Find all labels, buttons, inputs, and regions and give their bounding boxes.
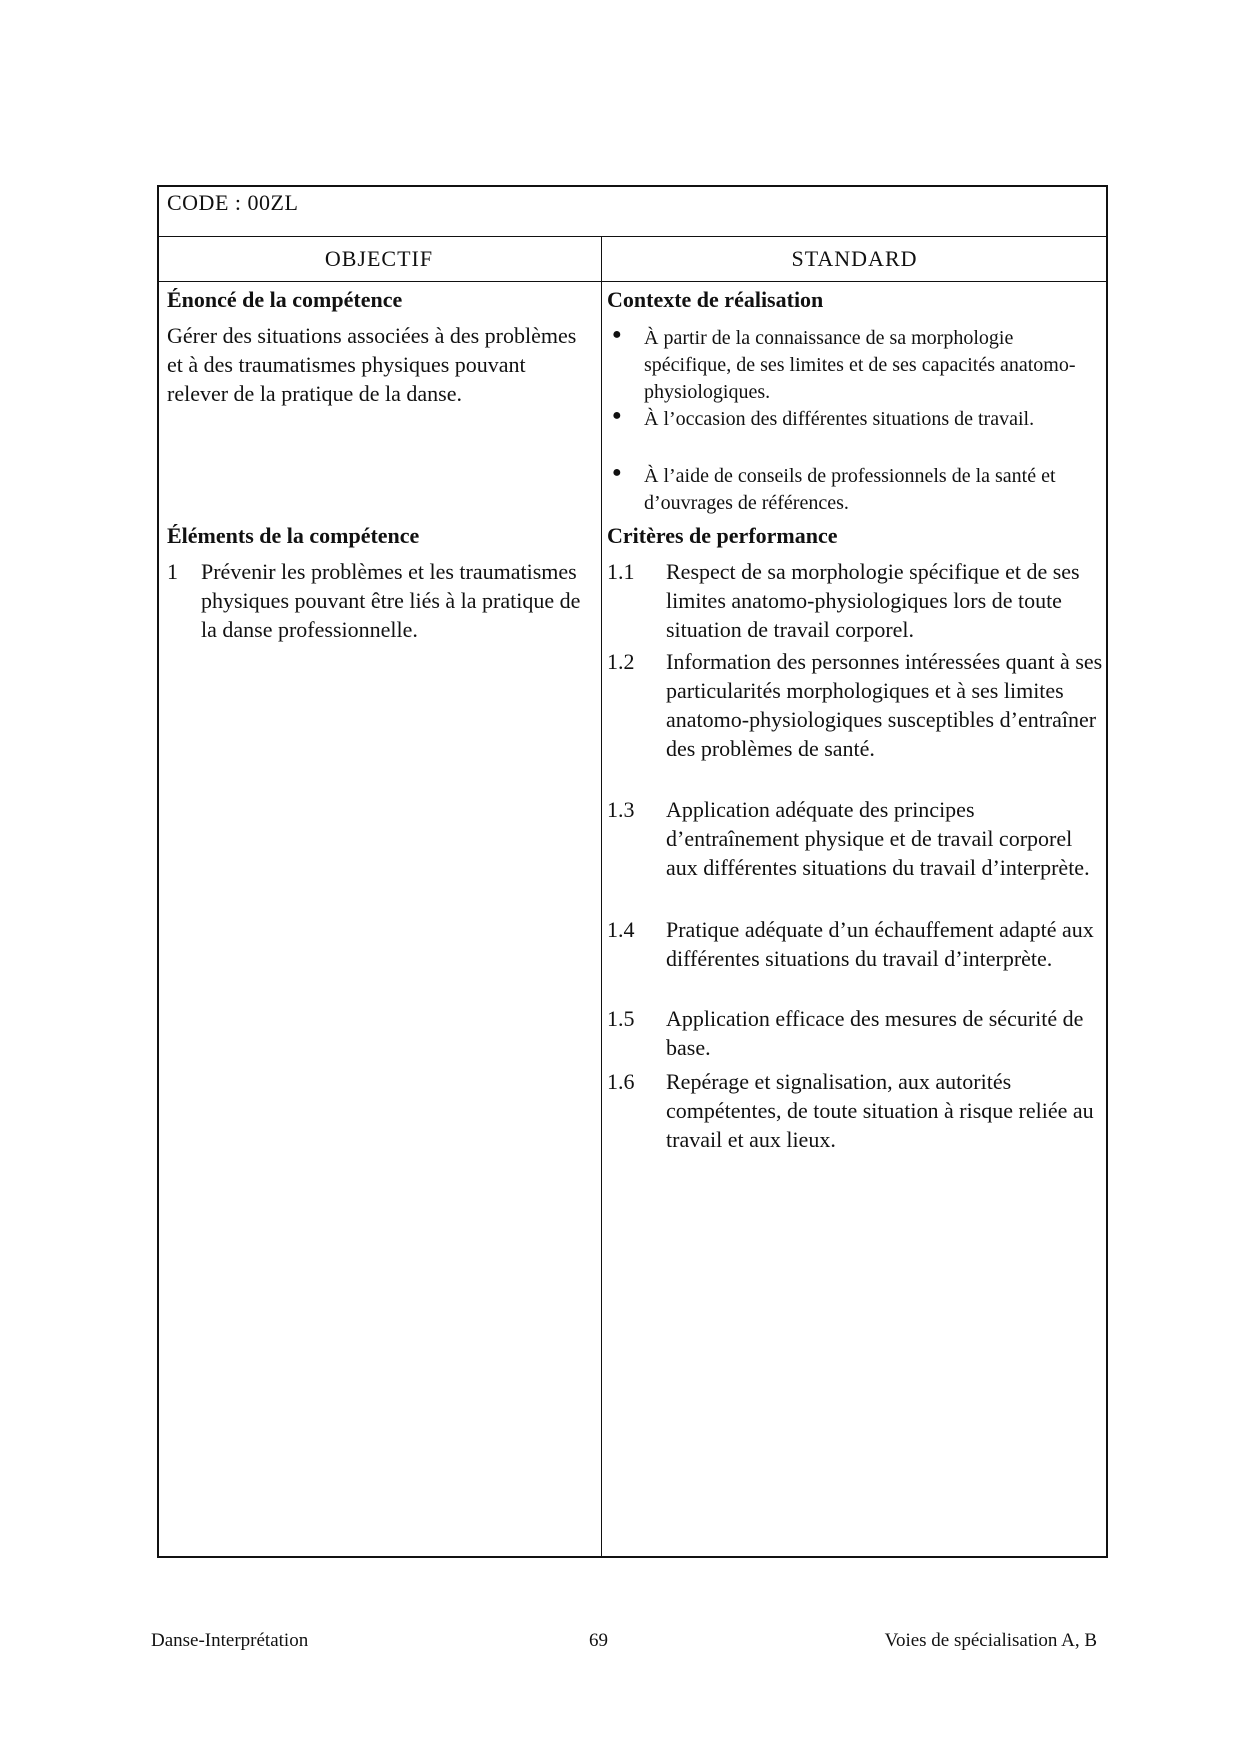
page-number: 69 (589, 1630, 608, 1651)
divider (157, 236, 1108, 237)
critere-text: Application efficace des mesures de sécurité de base. (666, 1006, 1084, 1060)
critere-number: 1.1 (607, 559, 635, 584)
critere-number: 1.6 (607, 1069, 635, 1094)
critere-text: Application adéquate des principes d’entraînement physique et de travail corporel aux différentes situations du travail d’interprète. (666, 797, 1090, 880)
critere-number: 1.5 (607, 1006, 635, 1031)
element-number: 1 (167, 559, 178, 584)
critere-text: Information des personnes intéressées quant à ses particularités morphologiques et à ses limites anatomo-physiologiques susceptibles d’entraîner des problèmes de santé. (666, 649, 1103, 761)
header-standard: STANDARD (791, 246, 918, 271)
enonce-title: Énoncé de la compétence (167, 287, 403, 312)
critere-number: 1.3 (607, 797, 635, 822)
elements-title: Éléments de la compétence (167, 523, 420, 548)
bullet-icon: ● (612, 464, 622, 481)
bullet-icon: ● (612, 326, 622, 343)
footer-specialisation: Voies de spécialisation A, B (884, 1630, 1097, 1651)
critere-text: Respect de sa morphologie spécifique et de ses limites anatomo-physiologiques lors de toute situation de travail corporel. (666, 559, 1080, 642)
critere-text: Pratique adéquate d’un échauffement adapté aux différentes situations du travail d’interprète. (666, 917, 1094, 971)
critere-text: Repérage et signalisation, aux autorités compétentes, de toute situation à risque reliée au travail et aux lieux. (666, 1069, 1094, 1152)
bullet-icon: ● (612, 407, 622, 424)
critere-number: 1.2 (607, 649, 635, 674)
critere-number: 1.4 (607, 917, 635, 942)
contexte-item: À partir de la connaissance de sa morphologie spécifique, de ses limites et de ses capacités anatomo-physiologiques. (644, 327, 1076, 403)
contexte-item: À l’aide de conseils de professionnels de la santé et d’ouvrages de références. (644, 465, 1056, 514)
code-label: CODE : 00ZL (167, 190, 299, 215)
criteres-title: Critères de performance (607, 523, 838, 548)
element-text: Prévenir les problèmes et les traumatismes physiques pouvant être liés à la pratique de la danse professionnelle. (201, 559, 581, 642)
footer-program: Danse-Interprétation (151, 1630, 309, 1651)
contexte-title: Contexte de réalisation (607, 287, 824, 312)
contexte-item: À l’occasion des différentes situations de travail. (644, 408, 1035, 430)
enonce-text: Gérer des situations associées à des problèmes et à des traumatismes physiques pouvant relever de la pratique de la danse. (167, 323, 577, 406)
header-objectif: OBJECTIF (324, 246, 434, 271)
column-divider (601, 236, 602, 1558)
divider (157, 281, 1108, 282)
